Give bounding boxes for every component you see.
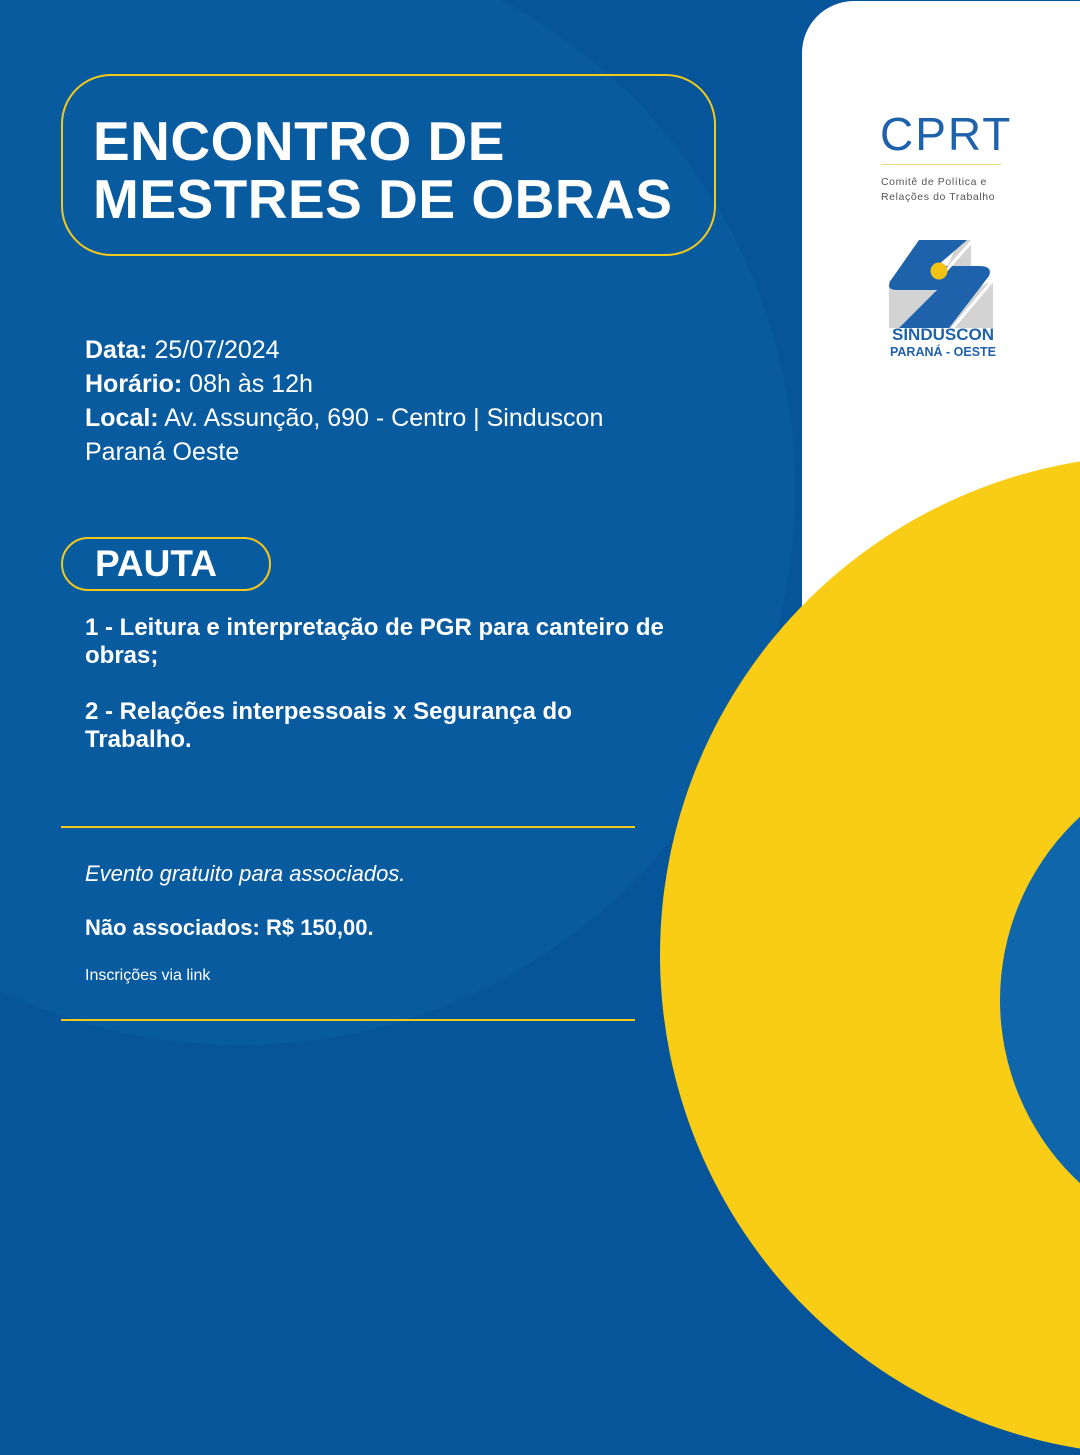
location-row bbox=[85, 401, 685, 469]
title-line-1: ENCONTRO DE bbox=[93, 110, 505, 172]
date-label: Data: bbox=[85, 336, 148, 364]
time-value: 08h às 12h bbox=[182, 370, 313, 398]
sinduscon-s-logo-icon bbox=[889, 240, 993, 330]
agenda-item: 2 - Relações interpessoais x Segurança do Trabalho. bbox=[85, 698, 572, 753]
agenda-heading: PAUTA bbox=[95, 543, 217, 584]
cprt-subtitle bbox=[881, 175, 1006, 205]
divider-top bbox=[61, 826, 635, 828]
page-title bbox=[93, 112, 672, 228]
cprt-subtitle-line-2: Relações do Trabalho bbox=[881, 191, 996, 203]
divider-bottom bbox=[61, 1019, 635, 1021]
time-row bbox=[85, 367, 685, 401]
non-member-price: Não associados: R$ 150,00. bbox=[85, 915, 374, 940]
time-label: Horário: bbox=[85, 370, 183, 398]
title-line-2: MESTRES DE OBRAS bbox=[93, 168, 673, 230]
location-label: Local: bbox=[85, 404, 159, 432]
agenda-list bbox=[85, 614, 705, 782]
cprt-subtitle-line-1: Comitê de Política e bbox=[881, 176, 987, 188]
registration-note: Inscrições via link bbox=[85, 967, 211, 984]
sinduscon-region: PARANÁ - OESTE bbox=[889, 345, 997, 359]
event-details bbox=[85, 333, 685, 469]
cprt-divider bbox=[881, 164, 1001, 165]
date-value: 25/07/2024 bbox=[147, 336, 280, 364]
agenda-item: 1 - Leitura e interpretação de PGR para canteiro de obras; bbox=[85, 614, 664, 669]
location-value: Av. Assunção, 690 - Centro | Sinduscon Paraná Oeste bbox=[85, 404, 604, 466]
sinduscon-name: SINDUSCON bbox=[891, 325, 994, 344]
cprt-acronym: CPRT bbox=[880, 108, 1013, 160]
date-row bbox=[85, 333, 685, 367]
free-for-members-note: Evento gratuito para associados. bbox=[85, 861, 406, 886]
